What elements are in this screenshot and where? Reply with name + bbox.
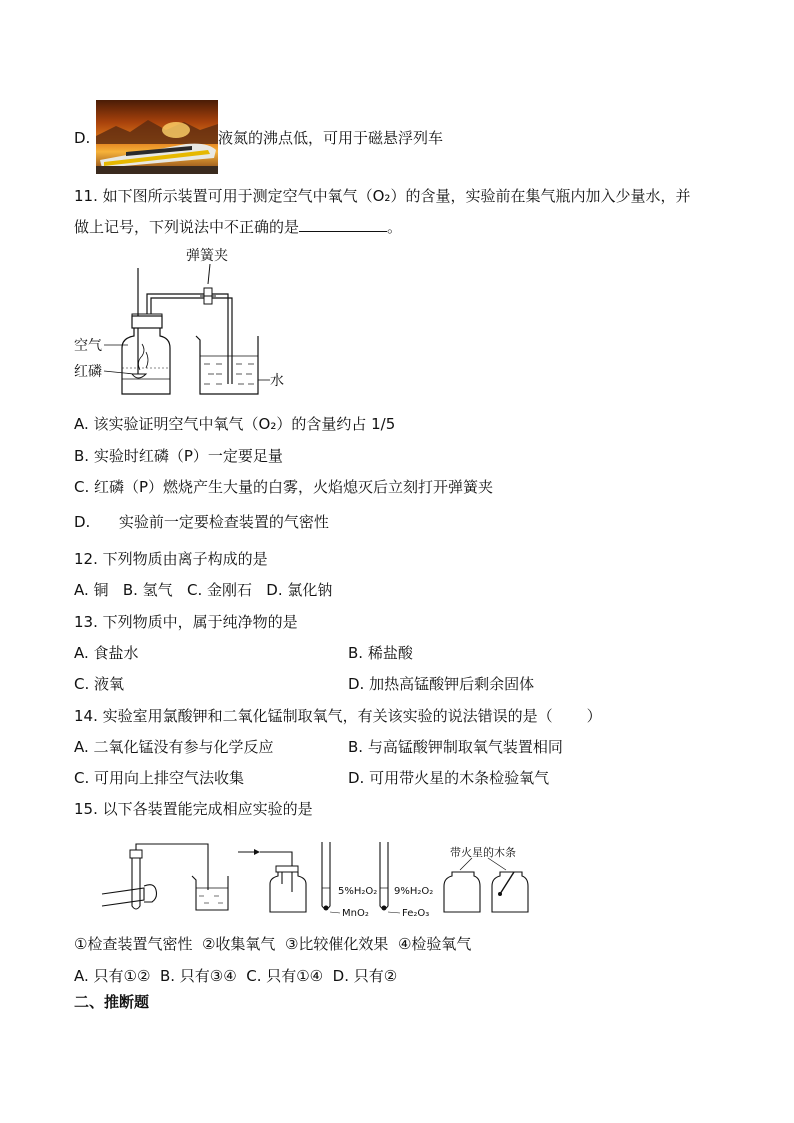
tube2-solution-label: 9%H₂O₂ bbox=[394, 886, 434, 897]
q13-option-b[interactable]: B. 稀盐酸 bbox=[348, 644, 413, 662]
q11-stem-text: 做上记号，下列说法中不正确的是 bbox=[74, 218, 300, 236]
beaker bbox=[196, 336, 258, 394]
q14-option-b[interactable]: B. 与高锰酸钾制取氧气装置相同 bbox=[348, 738, 563, 756]
q10-option-text: 液氮的沸点低，可用于磁悬浮列车 bbox=[218, 129, 444, 147]
test-tube-1 bbox=[322, 842, 330, 909]
answer-blank[interactable] bbox=[299, 217, 387, 232]
q11-option-c[interactable]: C. 红磷（P）燃烧产生大量的白雾，火焰熄灭后立刻打开弹簧夹 bbox=[74, 478, 494, 496]
q11-stem-line2 bbox=[74, 217, 402, 237]
tube2-catalyst-label: Fe₂O₃ bbox=[402, 908, 430, 919]
air-label: 空气 bbox=[74, 338, 102, 354]
q10-option-label: D. bbox=[74, 129, 91, 147]
combustion-spoon bbox=[132, 374, 146, 378]
q12-options[interactable]: A. 铜 B. 氢气 C. 金刚石 D. 氯化钠 bbox=[74, 581, 333, 599]
hand-arm bbox=[102, 888, 144, 906]
q13-option-c[interactable]: C. 液氧 bbox=[74, 675, 125, 693]
q14-option-c[interactable]: C. 可用向上排空气法收集 bbox=[74, 769, 245, 787]
q11-option-d[interactable]: D. 实验前一定要检查装置的气密性 bbox=[74, 513, 329, 531]
q15-captions: ①检查装置气密性 ②收集氧气 ③比较催化效果 ④检验氧气 bbox=[74, 935, 472, 953]
q15-stem: 15. 以下各装置能完成相应实验的是 bbox=[74, 800, 313, 818]
glowing-splint-label: 带火星的木条 bbox=[450, 846, 516, 859]
q14-option-a[interactable]: A. 二氧化锰没有参与化学反应 bbox=[74, 738, 274, 756]
q14-option-d[interactable]: D. 可用带火星的木条检验氧气 bbox=[348, 769, 550, 787]
q15-options[interactable]: A. 只有①② B. 只有③④ C. 只有①④ D. 只有② bbox=[74, 967, 398, 985]
glowing-splint bbox=[500, 872, 514, 894]
q15-apparatus-figure bbox=[96, 836, 536, 926]
q11-stem-line1: 11. 如下图所示装置可用于测定空气中氧气（O₂）的含量，实验前在集气瓶内加入少量水，并 bbox=[74, 187, 691, 205]
gas-bottle bbox=[122, 328, 170, 394]
clip-label: 弹簧夹 bbox=[186, 248, 228, 264]
q13-option-d[interactable]: D. 加热高锰酸钾后剩余固体 bbox=[348, 675, 535, 693]
gas-collection-apparatus bbox=[238, 849, 306, 912]
collection-bottle bbox=[270, 872, 306, 912]
test-tube-2 bbox=[380, 842, 388, 909]
q12-stem: 12. 下列物质由离子构成的是 bbox=[74, 550, 268, 568]
water-label: 水 bbox=[270, 373, 284, 389]
delivery-tube bbox=[136, 844, 208, 890]
catalyst-comparison-apparatus bbox=[322, 842, 433, 919]
q11-stem-end: 。 bbox=[387, 218, 403, 236]
tube1-solution-label: 5%H₂O₂ bbox=[338, 886, 378, 897]
oxygen-test-apparatus bbox=[444, 845, 528, 912]
tube1-catalyst-label: MnO₂ bbox=[342, 908, 369, 919]
q13-option-a[interactable]: A. 食盐水 bbox=[74, 644, 139, 662]
gas-flow-arrow-icon bbox=[254, 849, 260, 855]
airtightness-apparatus bbox=[102, 844, 228, 910]
q11-option-a[interactable]: A. 该实验证明空气中氧气（O₂）的含量约占 1/5 bbox=[74, 415, 396, 433]
q14-stem-end: ） bbox=[586, 707, 602, 725]
gas-jar-1 bbox=[444, 872, 480, 912]
clip-pointer bbox=[208, 264, 210, 284]
q11-apparatus-figure bbox=[70, 244, 310, 404]
q11-option-b[interactable]: B. 实验时红磷（P）一定要足量 bbox=[74, 447, 283, 465]
flame-smoke bbox=[138, 344, 148, 370]
bottle-stopper bbox=[132, 316, 162, 328]
beaker-1 bbox=[192, 876, 228, 910]
phosphorus-label: 红磷 bbox=[74, 364, 102, 380]
hand bbox=[144, 885, 157, 902]
maglev-train-illustration bbox=[96, 100, 218, 174]
q14-stem bbox=[74, 706, 602, 726]
q14-stem-text: 14. 实验室用氯酸钾和二氧化锰制取氧气，有关该实验的说法错误的是（ bbox=[74, 707, 553, 725]
q13-stem: 13. 下列物质中，属于纯净物的是 bbox=[74, 613, 298, 631]
connecting-tube bbox=[147, 294, 210, 314]
maglev-train-image bbox=[96, 100, 218, 174]
section-title: 二、推断题 bbox=[74, 993, 150, 1011]
